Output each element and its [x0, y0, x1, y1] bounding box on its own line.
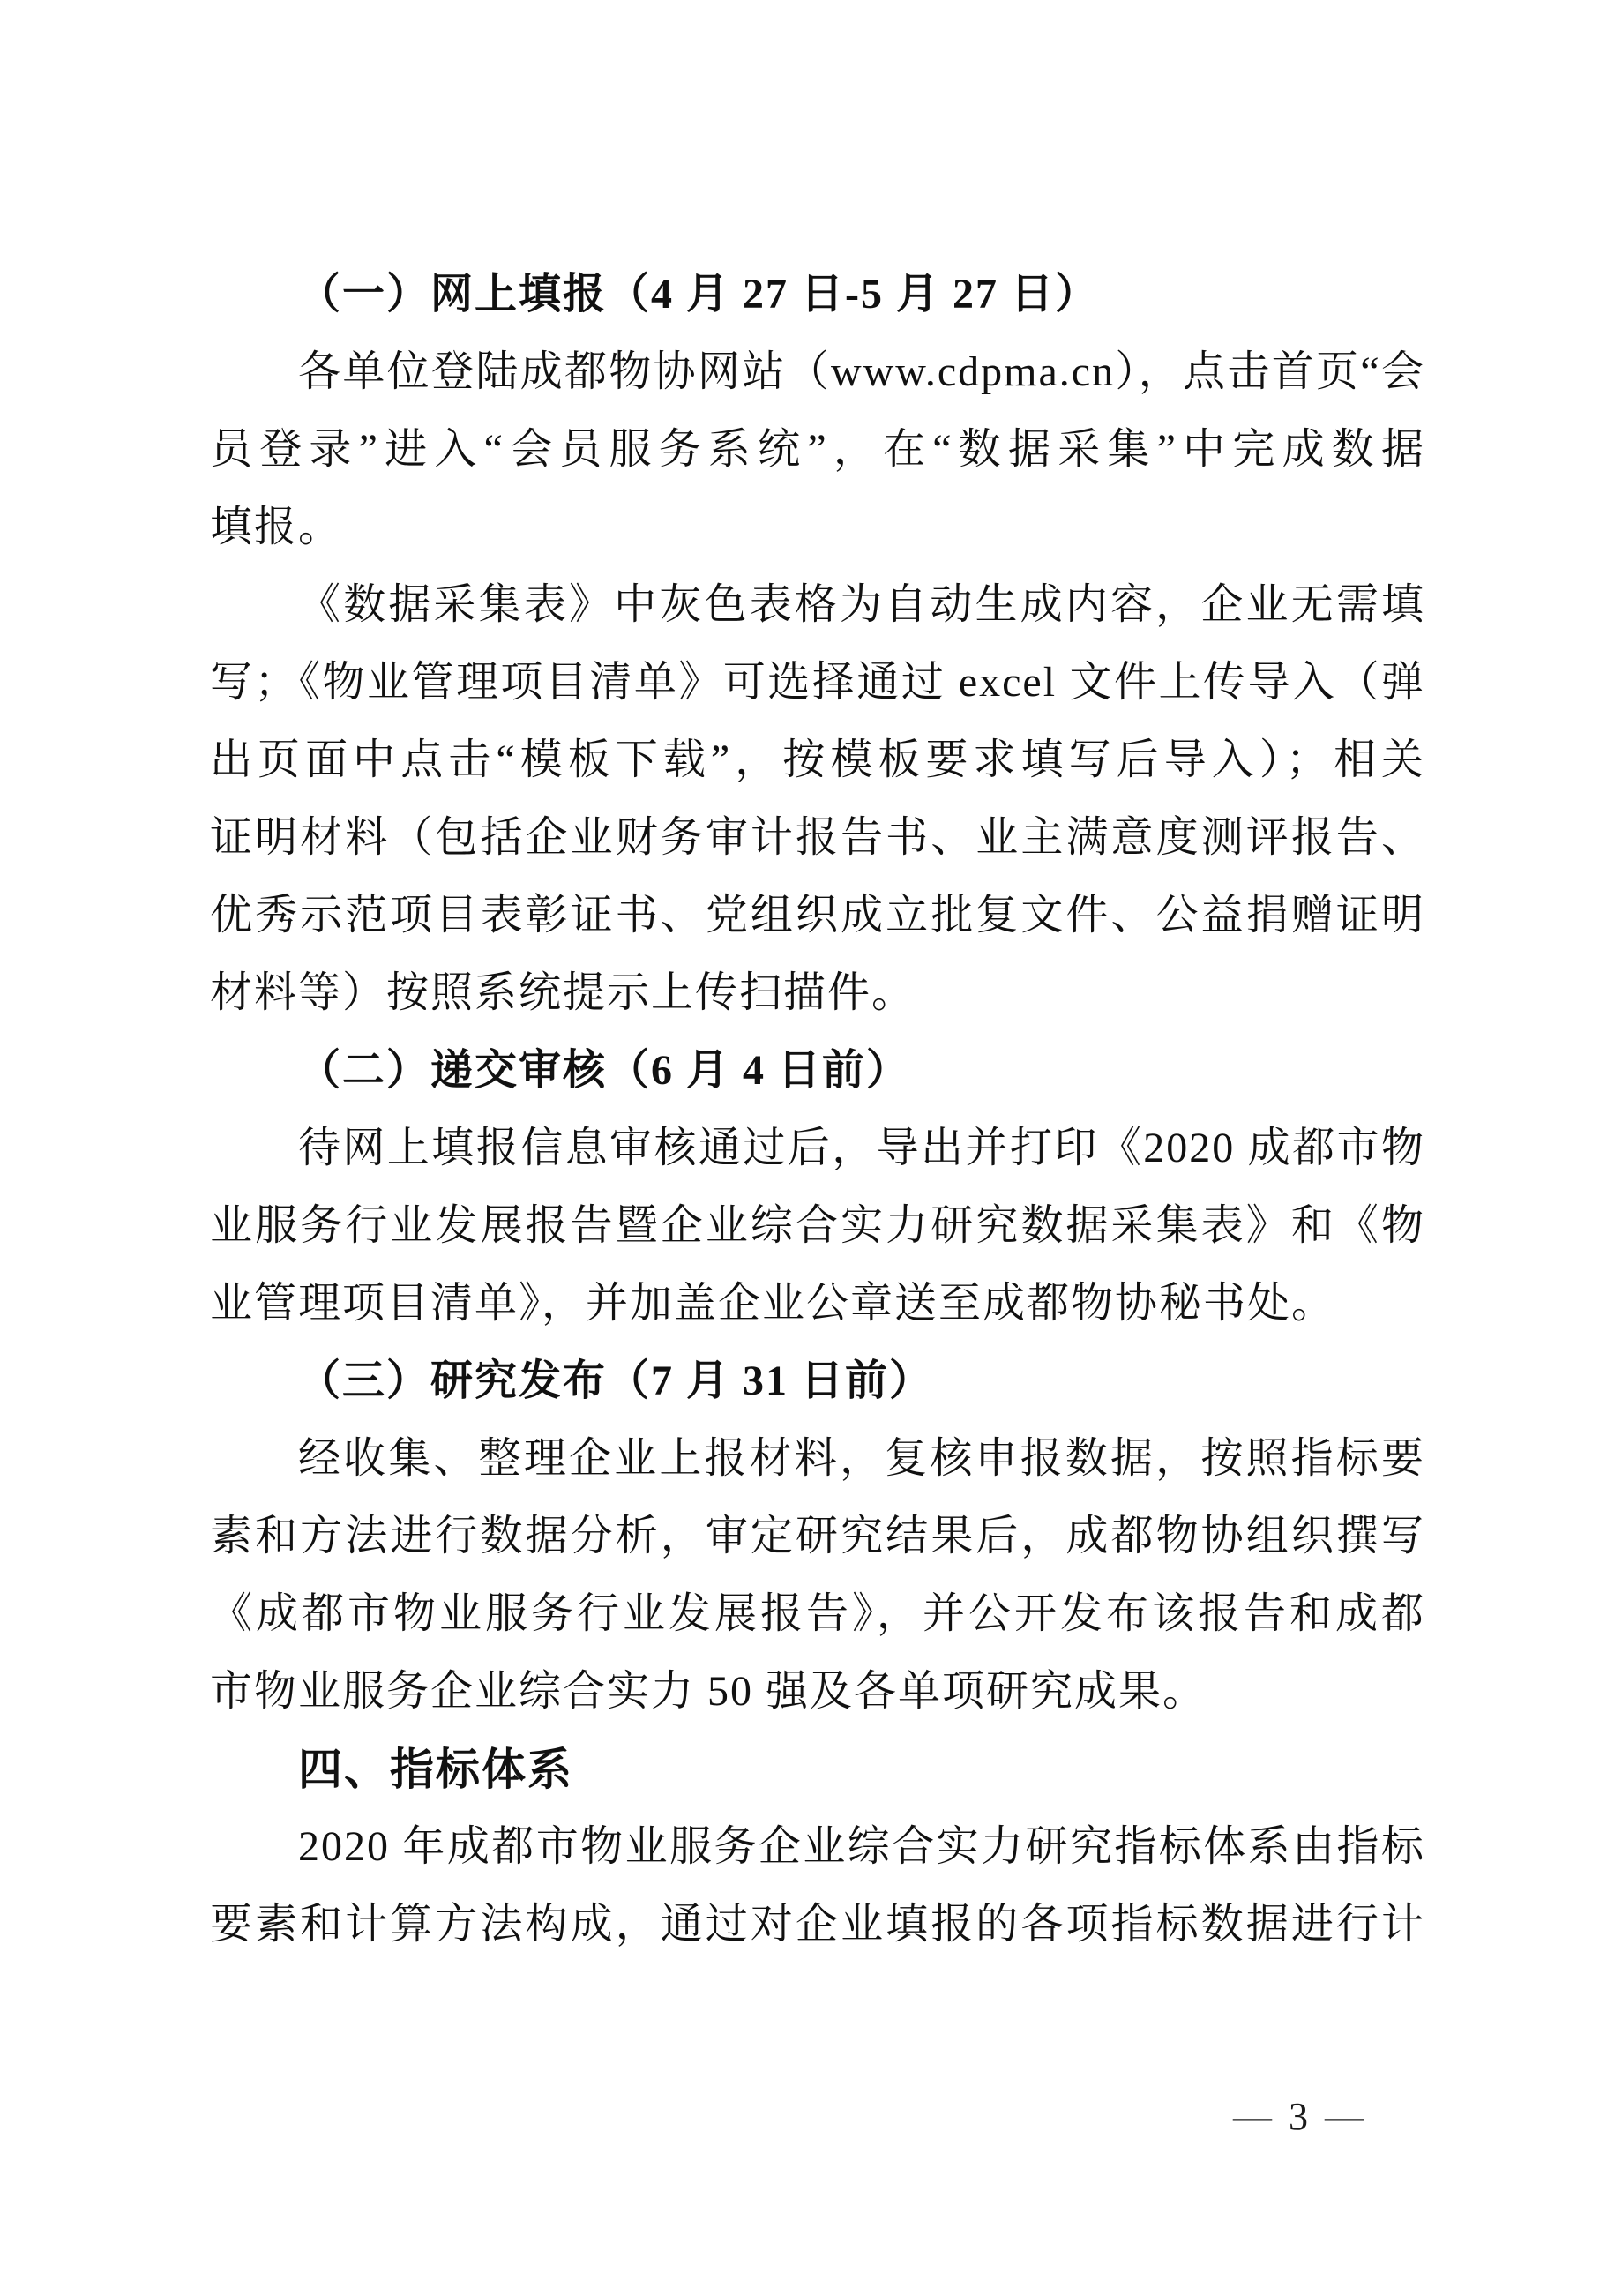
body-line: 各单位登陆成都物协网站（www.cdpma.cn），点击首页“会	[298, 348, 1425, 395]
body-line: 业管理项目清单》，并加盖企业公章送至成都物协秘书处。	[210, 1280, 1336, 1327]
body-line: 材料等）按照系统提示上传扫描件。	[210, 969, 916, 1016]
document-text-block	[210, 256, 1425, 1963]
body-line: 出页面中点击“模板下载”，按模板要求填写后导入）；相关	[210, 737, 1425, 783]
body-line: 员登录”进入“会员服务系统”，在“数据采集”中完成数据	[210, 426, 1425, 473]
section-heading-4: 四、指标体系	[298, 1745, 573, 1794]
body-line: 2020 年成都市物业服务企业综合实力研究指标体系由指标	[298, 1823, 1425, 1870]
body-line: 业服务行业发展报告暨企业综合实力研究数据采集表》和《物	[210, 1202, 1425, 1249]
body-line: 要素和计算方法构成，通过对企业填报的各项指标数据进行计	[210, 1901, 1425, 1948]
subsection-heading-1: （一）网上填报（4 月 27 日-5 月 27 日）	[298, 271, 1099, 318]
body-line: 经收集、整理企业上报材料，复核申报数据，按照指标要	[298, 1435, 1425, 1482]
subsection-heading-3: （三）研究发布（7 月 31 日前）	[298, 1357, 934, 1404]
body-line: 素和方法进行数据分析，审定研究结果后，成都物协组织撰写	[210, 1513, 1425, 1559]
body-line: 《成都市物业服务行业发展报告》，并公开发布该报告和成都	[210, 1590, 1425, 1637]
subsection-heading-2: （二）递交审核（6 月 4 日前）	[298, 1047, 911, 1094]
body-line: 待网上填报信息审核通过后，导出并打印《2020 成都市物	[298, 1125, 1425, 1171]
body-line: 优秀示范项目表彰证书、党组织成立批复文件、公益捐赠证明	[210, 892, 1425, 939]
body-line: 证明材料（包括企业财务审计报告书、业主满意度测评报告、	[210, 814, 1425, 861]
body-line: 市物业服务企业综合实力 50 强及各单项研究成果。	[210, 1668, 1207, 1715]
body-line: 《数据采集表》中灰色表格为自动生成内容，企业无需填	[298, 581, 1425, 628]
body-line: 写；《物业管理项目清单》可选择通过 excel 文件上传导入（弹	[210, 659, 1425, 706]
page-number: — 3 —	[1233, 2095, 1367, 2138]
body-line: 填报。	[210, 504, 343, 550]
